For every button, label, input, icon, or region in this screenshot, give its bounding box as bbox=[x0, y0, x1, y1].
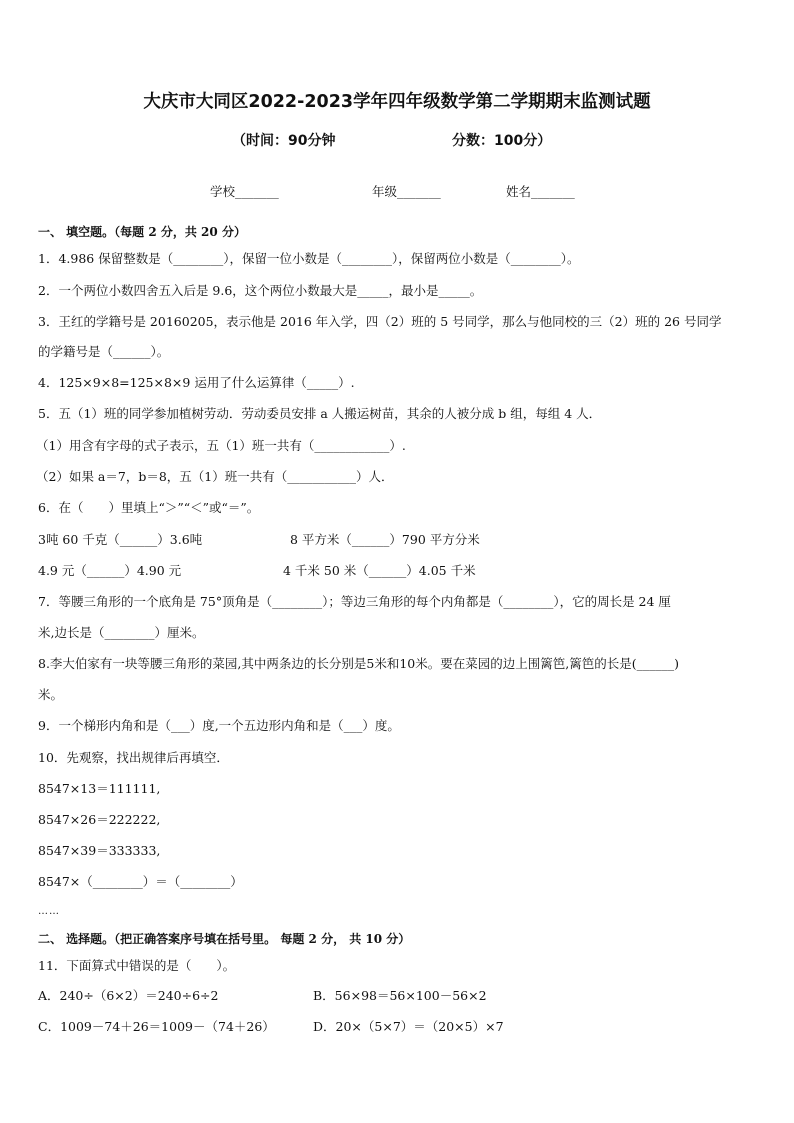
comparison-item: 3吨 60 千克（______）3.6吨 bbox=[38, 532, 203, 547]
question-line: 9．一个梯形内角和是（___）度,一个五边形内角和是（___）度。 bbox=[38, 718, 400, 733]
school-field: 学校_______ bbox=[210, 184, 279, 199]
section-1-heading: 一、 填空题。（每题 2 分，共 20 分） bbox=[38, 225, 246, 239]
question-line: 的学籍号是（______）。 bbox=[38, 344, 170, 359]
question-line: 11．下面算式中错误的是（ ）。 bbox=[38, 958, 236, 973]
comparison-item: 4.9 元（______）4.90 元 bbox=[38, 563, 182, 578]
option-c: C．1009－74＋26＝1009－（74＋26） bbox=[38, 1019, 275, 1034]
pattern-line: 8547×39＝333333, bbox=[38, 843, 161, 858]
question-line: 7．等腰三角形的一个底角是 75°顶角是（________）；等边三角形的每个内角都是（________），它的周长是 24 厘 bbox=[38, 594, 671, 609]
pattern-line: 8547×13＝111111, bbox=[38, 781, 161, 796]
section-2-heading: 二、 选择题。（把正确答案序号填在括号里。 每题 2 分， 共 10 分） bbox=[38, 932, 411, 946]
question-line: （1）用含有字母的式子表示，五（1）班一共有（____________）. bbox=[36, 438, 406, 453]
question-line: 米。 bbox=[38, 687, 64, 702]
question-line: 8.李大伯家有一块等腰三角形的菜园,其中两条边的长分别是5米和10米。要在菜园的边上围篱笆,篱笆的长是(______) bbox=[38, 656, 679, 671]
exam-score: 分数：100分） bbox=[452, 133, 552, 149]
question-line: 2．一个两位小数四舍五入后是 9.6，这个两位小数最大是_____，最小是_____。 bbox=[38, 283, 483, 298]
question-line: 1．4.986 保留整数是（________），保留一位小数是（________），保留两位小数是（________）。 bbox=[38, 251, 580, 266]
page-title: 大庆市大同区2022-2023学年四年级数学第二学期期末监测试题 bbox=[143, 92, 651, 112]
question-line: 4．125×9×8=125×8×9 运用了什么运算律（_____）. bbox=[38, 375, 355, 390]
option-b: B．56×98＝56×100－56×2 bbox=[313, 988, 487, 1003]
question-line: 10．先观察，找出规律后再填空． bbox=[38, 750, 229, 765]
pattern-line: 8547×（________）＝（________） bbox=[38, 874, 243, 889]
question-line: （2）如果 a＝7，b＝8，五（1）班一共有（___________）人． bbox=[36, 469, 394, 484]
comparison-item: 4 千米 50 米（______）4.05 千米 bbox=[283, 563, 476, 578]
ellipsis: …… bbox=[38, 906, 60, 917]
question-line: 5．五（1）班的同学参加植树劳动．劳动委员安排 a 人搬运树苗，其余的人被分成 b 组，每组 4 人． bbox=[38, 406, 602, 421]
question-line: 米,边长是（________）厘米。 bbox=[38, 625, 205, 640]
question-line: 3．王红的学籍号是 20160205，表示他是 2016 年入学，四（2）班的 5 号同学，那么与他同校的三（2）班的 26 号同学 bbox=[38, 314, 722, 329]
pattern-line: 8547×26＝222222, bbox=[38, 812, 161, 827]
name-field: 姓名_______ bbox=[506, 184, 575, 199]
comparison-item: 8 平方米（______）790 平方分米 bbox=[290, 532, 480, 547]
question-line: 6．在（ ）里填上“＞”“＜”或“＝”。 bbox=[38, 500, 260, 515]
grade-field: 年级_______ bbox=[372, 184, 441, 199]
option-a: A．240÷（6×2）＝240÷6÷2 bbox=[38, 988, 219, 1003]
option-d: D．20×（5×7）＝（20×5）×7 bbox=[313, 1019, 504, 1034]
exam-time: （时间：90分钟 bbox=[232, 133, 336, 149]
